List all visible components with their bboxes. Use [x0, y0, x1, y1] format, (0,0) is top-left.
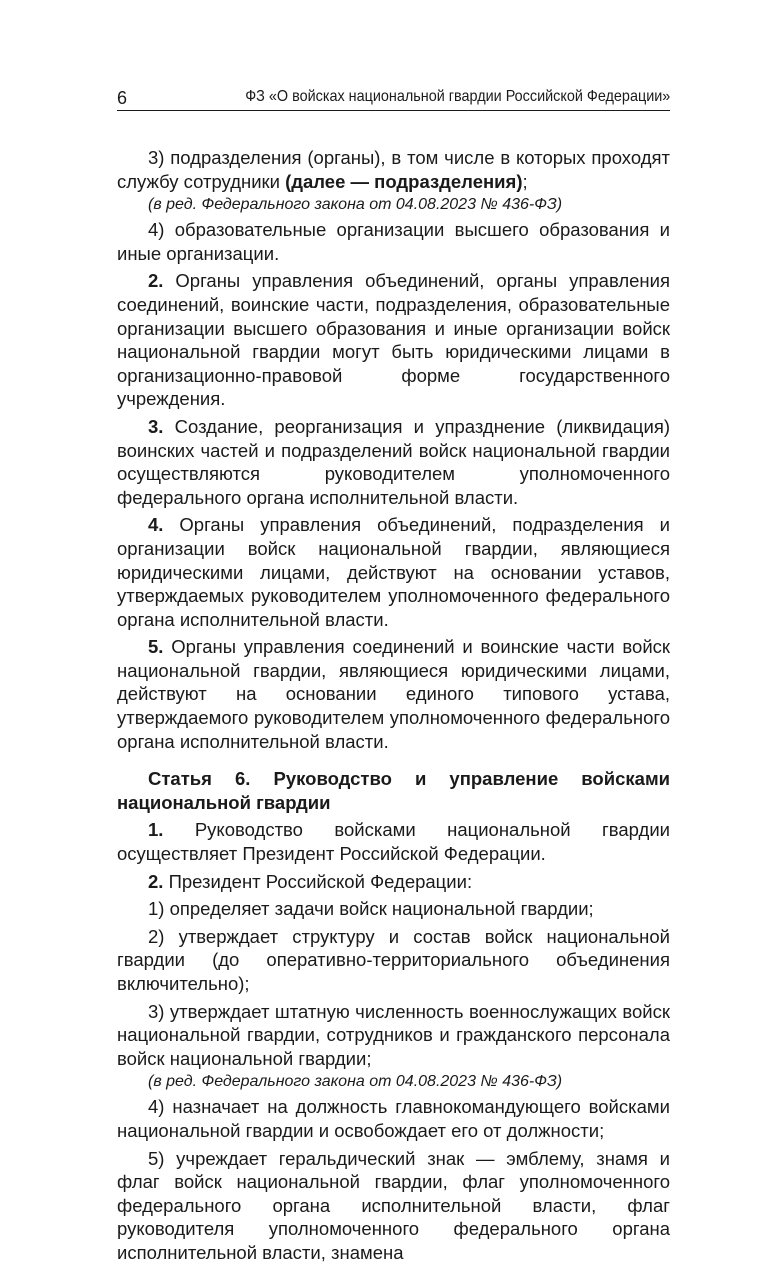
paragraph: 2) утверждает структуру и состав войск национальной гвардии (до оперативно-территориального объединения включительно); — [117, 925, 670, 994]
paragraph: 4. Органы управления объединений, подразделения и организации войск национальной гвардии, являющиеся юридическими лицами, действуют на основании уставов, утверждаемых руководителем уполномоченного федерального органа исполнительной власти. — [117, 514, 670, 630]
clause-number: 4. — [148, 514, 164, 536]
clause-number: 2. — [148, 870, 164, 892]
article-heading: Статья 6. Руководство и управление войсками национальной гвардии — [117, 768, 670, 813]
clause-number: 1. — [148, 819, 164, 841]
clause-number: 5. — [148, 636, 164, 658]
paragraph: 3. Создание, реорганизация и упразднение (ликвидация) воинских частей и подразделений войск национальной гвардии осуществляются руководителем уполномоченного федерального органа исполнительной власти. — [117, 415, 670, 508]
running-title: ФЗ «О войсках национальной гвардии Российской Федерации» — [244, 88, 670, 105]
paragraph: 1) определяет задачи войск национальной гвардии; — [148, 898, 594, 920]
clause-number: 2. — [148, 270, 164, 292]
header-rule — [117, 110, 670, 111]
page-header — [117, 86, 670, 110]
paragraph: 1. Руководство войсками национальной гвардии осуществляет Президент Российской Федерации. — [117, 819, 670, 865]
paragraph: 3) подразделения (органы), в том числе в которых проходят службу сотрудники (далее — подразделения); — [117, 147, 670, 192]
bold-term: (далее — подразделения) — [285, 170, 523, 192]
paragraph: 2. Органы управления объединений, органы управления соединений, воинские части, подразделения, образовательные организации высшего образования и иные организации войск национальной гвардии могут быть юридическими лицами в организационно-правовой форме государственного учреждения. — [117, 270, 670, 410]
paragraph: 4) назначает на должность главнокомандующего войсками национальной гвардии и освобождает его от должности; — [117, 1096, 670, 1141]
page-body — [117, 146, 670, 1269]
paragraph: 4) образовательные организации высшего образования и иные организации. — [117, 219, 670, 264]
paragraph: 5. Органы управления соединений и воинские части войск национальной гвардии, являющиеся юридическими лицами, действуют на основании единого типового устава, утверждаемого руководителем уполномоченного федерального органа исполнительной власти. — [117, 636, 670, 752]
paragraph: 5) учреждает геральдический знак — эмблему, знамя и флаг войск национальной гвардии, флаг уполномоченного федерального органа исполнительной власти, флаг руководителя уполномоченного федерального органа исполнительной власти, знамена — [117, 1147, 670, 1263]
clause-number: 3. — [148, 415, 164, 437]
paragraph: 3) утверждает штатную численность военнослужащих войск национальной гвардии, сотрудников и гражданского персонала войск национальной гвардии; — [117, 1000, 670, 1069]
amendment-note: (в ред. Федерального закона от 04.08.2023 № 436-ФЗ) — [148, 196, 563, 214]
amendment-note: (в ред. Федерального закона от 04.08.2023 № 436-ФЗ) — [148, 1073, 563, 1091]
page-number: 6 — [117, 88, 128, 108]
paragraph: 2. Президент Российской Федерации: — [148, 870, 473, 892]
